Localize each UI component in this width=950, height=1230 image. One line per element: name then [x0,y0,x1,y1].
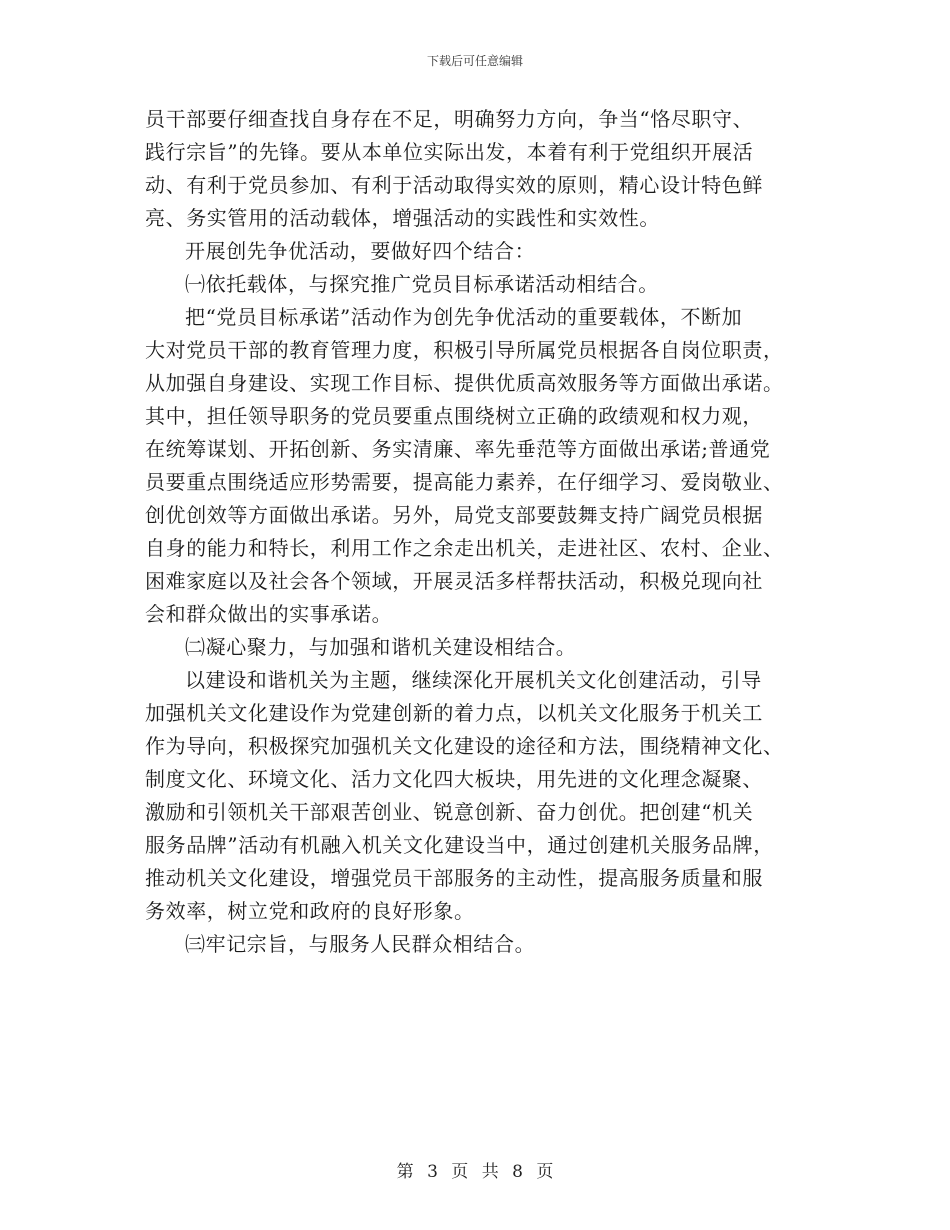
text-line: 开展创先争优活动，要做好四个结合： [185,239,536,263]
text-line: 加强机关文化建设作为党建创新的着力点，以机关文化服务于机关工 [145,701,763,725]
footer-page-unit: 页 [451,1162,469,1182]
text-line: 动、有利于党员参加、有利于活动取得实效的原则，精心设计特色鲜 [145,173,763,197]
text-line: 从加强自身建设、实现工作目标、提供优质高效服务等方面做出承诺。 [145,371,784,395]
text-line: ㈠依托载体，与探究推广党员目标承诺活动相结合。 [185,272,659,296]
page-footer [0,1157,950,1182]
text-line: 服务品牌”活动有机融入机关文化建设当中，通过创建机关服务品牌， [145,833,774,857]
text-line: 创优创效等方面做出承诺。另外，局党支部要鼓舞支持广阔党员根据 [145,503,763,527]
text-line: 把“党员目标承诺”活动作为创先争优活动的重要载体，不断加 [185,305,743,329]
page-header: 下载后可任意编辑 [426,54,523,68]
text-line: 践行宗旨”的先锋。要从本单位实际出发，本着有利于党组织开展活 [145,140,754,164]
text-line: 大对党员干部的教育管理力度，积极引导所属党员根据各自岗位职责， [145,338,784,362]
footer-page-number: 3 [427,1162,438,1182]
text-line: 以建设和谐机关为主题，继续深化开展机关文化创建活动，引导 [185,668,762,692]
text-line: ㈡凝心聚力，与加强和谐机关建设相结合。 [185,635,577,659]
footer-total-unit: 页 [536,1162,554,1182]
text-line: 会和群众做出的实事承诺。 [145,602,393,626]
text-line: 激励和引领机关干部艰苦创业、锐意创新、奋力创优。把创建“机关 [145,800,754,824]
text-line: 员干部要仔细查找自身存在不足，明确努力方向，争当“恪尽职守、 [145,107,754,131]
footer-page-label: 第 [396,1162,414,1182]
text-line: ㈢牢记宗旨，与服务人民群众相结合。 [185,932,536,956]
footer-total-label: 共 [481,1162,499,1182]
text-line: 作为导向，积极探究加强机关文化建设的途径和方法，围绕精神文化、 [145,734,784,758]
text-line: 制度文化、环境文化、活力文化四大板块，用先进的文化理念凝聚、 [145,767,763,791]
text-line: 员要重点围绕适应形势需要，提高能力素养，在仔细学习、爱岗敬业、 [145,470,784,494]
text-line: 推动机关文化建设，增强党员干部服务的主动性，提高服务质量和服 [145,866,763,890]
text-line: 在统筹谋划、开拓创新、务实清廉、率先垂范等方面做出承诺;普通党 [145,437,771,461]
footer-total-number: 8 [512,1162,523,1182]
text-line: 务效率，树立党和政府的良好形象。 [145,899,475,923]
document-body [145,103,825,961]
text-line: 其中，担任领导职务的党员要重点围绕树立正确的政绩观和权力观， [145,404,763,428]
text-line: 亮、务实管用的活动载体，增强活动的实践性和实效性。 [145,206,660,230]
text-line: 自身的能力和特长，利用工作之余走出机关，走进社区、农村、企业、 [145,536,784,560]
text-line: 困难家庭以及社会各个领域，开展灵活多样帮扶活动，积极兑现向社 [145,569,763,593]
